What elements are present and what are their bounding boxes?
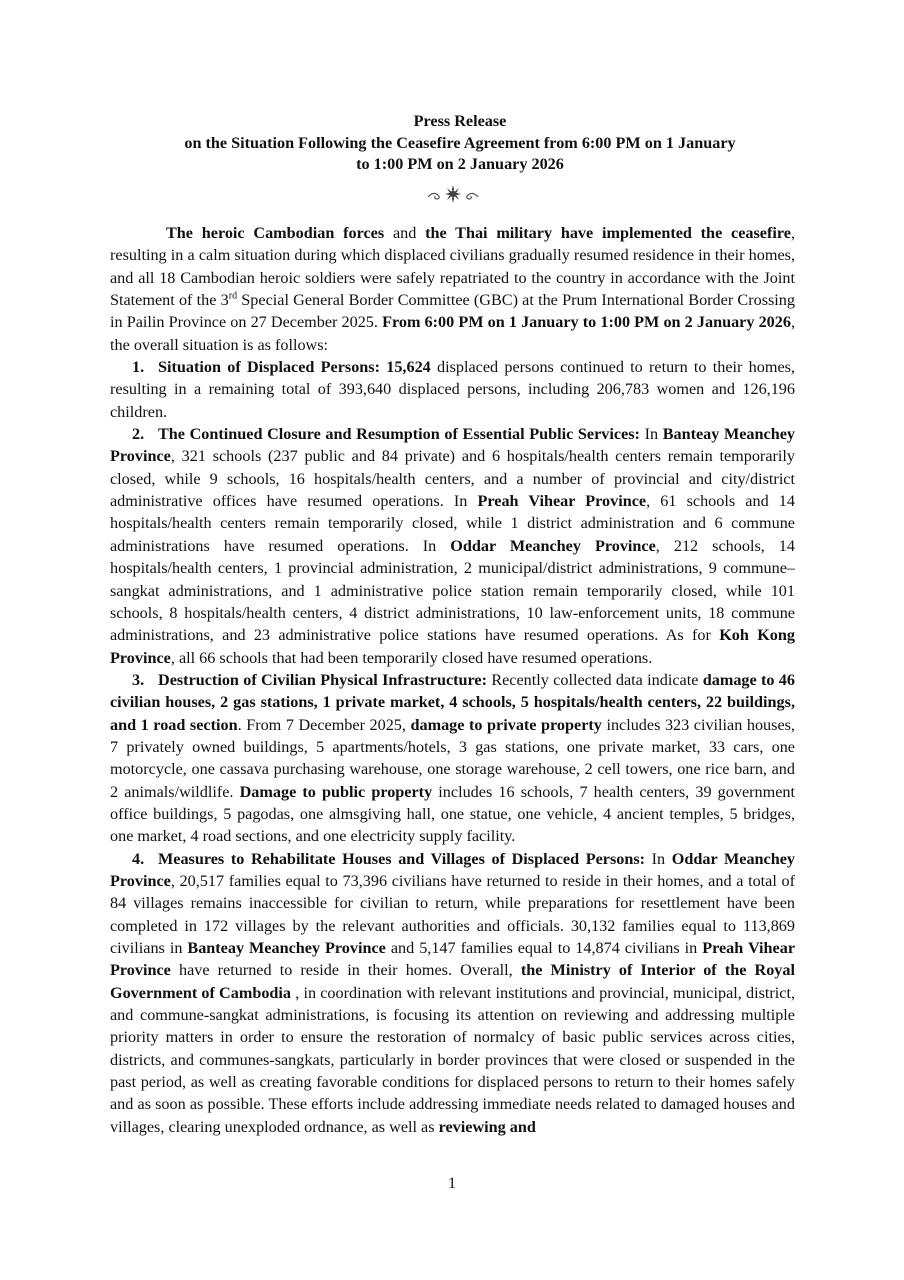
bold-text: Oddar Meanchey Province	[450, 536, 656, 555]
text-run: , 212 schools, 14 hospitals/health centers, 1 provincial administration, 2 municipal/district administrations, 9 commune–sangkat administrations, and 1 administrative police station remain temporarily closed, while 101 schools, 8 hospitals/health centers, 4 district administrations, 10 law-enforcement units, 18 commune administrations, and 23 administrative police stations have resumed operations. As for	[110, 536, 795, 645]
floral-divider-icon	[425, 183, 481, 205]
text-run: includes 16 schools, 7 health centers, 39 government office buildings, 5 pagodas, one almsgiving hall, one statue, one vehicle, 4 ancient temples, 5 bridges, one market, 4 road sections, and one electricity supply facility.	[110, 782, 795, 846]
bold-text: Damage to public property	[239, 782, 433, 801]
bold-text: reviewing and	[438, 1117, 536, 1136]
list-item-text	[110, 671, 795, 845]
intro-paragraph	[110, 222, 795, 356]
superscript-text: rd	[228, 290, 238, 302]
document-subtitle-line-1: on the Situation Following the Ceasefire Agreement from 6:00 PM on 1 January	[184, 133, 736, 152]
bold-text: Preah Vihear Province	[477, 492, 647, 511]
list-number: 4.	[132, 849, 145, 868]
list-item-3	[110, 669, 795, 848]
text-run: . From 7 December 2025,	[237, 715, 411, 734]
text-run: includes 323 civilian houses, 7 privately owned buildings, 5 apartments/hotels, 3 gas stations, one private market, 33 cars, one motorcycle, one cassava purchasing warehouse, one storage warehouse, 2 cell towers, one rice barn, and 2 animals/wildlife.	[110, 715, 795, 801]
text-run: , 61 schools and 14 hospitals/health centers remain temporarily closed, while 1 district administration and 6 commune administrations have resumed operations. In	[110, 492, 795, 555]
text-run: , resulting in a calm situation during which displaced civilians gradually resumed residence in their homes, and all 18 Cambodian heroic soldiers were safely repatriated to the country in accordance with the Joint Statement of the 3	[110, 224, 795, 310]
text-run: In	[639, 425, 663, 444]
text-run: have returned to reside in their homes. Overall,	[170, 961, 521, 980]
document-title: Press Release	[413, 112, 507, 130]
list-number: 1.	[132, 358, 145, 377]
bold-text: Banteay Meanchey Province	[187, 939, 386, 957]
bold-text: Koh Kong Province	[110, 626, 795, 667]
text-run: , 20,517 families equal to 73,396 civilians have returned to reside in their homes, and a total of 84 villages remains inaccessible for civilian to return, while preparations for resettlement have been completed in 172 villages by the relevant authorities and officials. 30,132 families equal to 113,869 civilians in	[110, 871, 795, 957]
bold-text: From 6:00 PM on 1 January to 1:00 PM on 2 January 2026	[382, 313, 791, 332]
bold-text: the Thai military have implemented the ceasefire	[425, 224, 791, 242]
text-run: Recently collected data indicate	[487, 670, 703, 689]
text-run: , the overall situation is as follows:	[110, 313, 796, 354]
document-body	[110, 222, 795, 1138]
list-item-4	[110, 848, 795, 1138]
text-run: and 5,147 families equal to 14,874 civilians in	[385, 939, 703, 957]
list-item-text	[110, 850, 795, 1136]
text-run: In	[645, 849, 672, 868]
list-item-1	[110, 356, 795, 423]
document-subtitle-line-2: to 1:00 PM on 2 January 2026	[356, 155, 564, 173]
bold-text: Preah Vihear Province	[110, 939, 795, 980]
list-number: 3.	[132, 670, 145, 689]
text-run: , in coordination with relevant institutions and provincial, municipal, district, and commune-sangkat administrations, is focusing its attention on reviewing and addressing multiple priority matters in order to ensure the restoration of normalcy of basic public services across cities, districts, and communes-sangkats, particularly in border provinces that were closed or suspended in the past period, as well as creating favorable conditions for displaced persons to return to their homes safely and as soon as possible. These efforts include addressing immediate needs related to damaged houses and villages, clearing unexploded ordnance, as well as	[110, 983, 796, 1136]
bold-text: Measures to Rehabilitate Houses and Villages of Displaced Persons:	[158, 849, 646, 868]
bold-text: Situation of Displaced Persons: 15,624	[158, 358, 431, 377]
page-number: 1	[448, 1175, 456, 1192]
text-run: Special General Border Committee (GBC) at the Prum International Border Crossing in Pailin Province on 27 December 2025.	[110, 291, 795, 332]
bold-text: damage to 46 civilian houses, 2 gas stations, 1 private market, 4 schools, 5 hospitals/health centers, 22 buildings, and 1 road section	[110, 670, 795, 734]
text-run: displaced persons continued to return to their homes, resulting in a remaining total of 393,640 displaced persons, including 206,783 women and 126,196 children.	[110, 358, 795, 421]
bold-text: Banteay Meanchey Province	[110, 425, 795, 466]
bold-text: The heroic Cambodian forces	[166, 224, 385, 242]
bold-text: the Ministry of Interior of the Royal Government of Cambodia	[110, 961, 795, 1002]
bold-text: The Continued Closure and Resumption of Essential Public Services:	[158, 425, 640, 444]
bold-text: Destruction of Civilian Physical Infrastructure:	[158, 670, 487, 689]
text-run: and	[384, 224, 426, 242]
list-item-text	[110, 425, 795, 666]
press-release-header	[110, 111, 810, 176]
text-run: , all 66 schools that had been temporarily closed have resumed operations.	[170, 648, 653, 667]
bold-text: Oddar Meanchey Province	[110, 849, 796, 890]
list-item-2	[110, 423, 795, 669]
bold-text: damage to private property	[410, 715, 602, 734]
list-item-text	[110, 358, 795, 421]
list-number: 2.	[132, 425, 145, 444]
text-run: , 321 schools (237 public and 84 private) and 6 hospitals/health centers remain temporarily closed, while 9 schools, 16 hospitals/health centers, and a number of provincial and city/district administrative offices have resumed operations. In	[110, 447, 795, 511]
